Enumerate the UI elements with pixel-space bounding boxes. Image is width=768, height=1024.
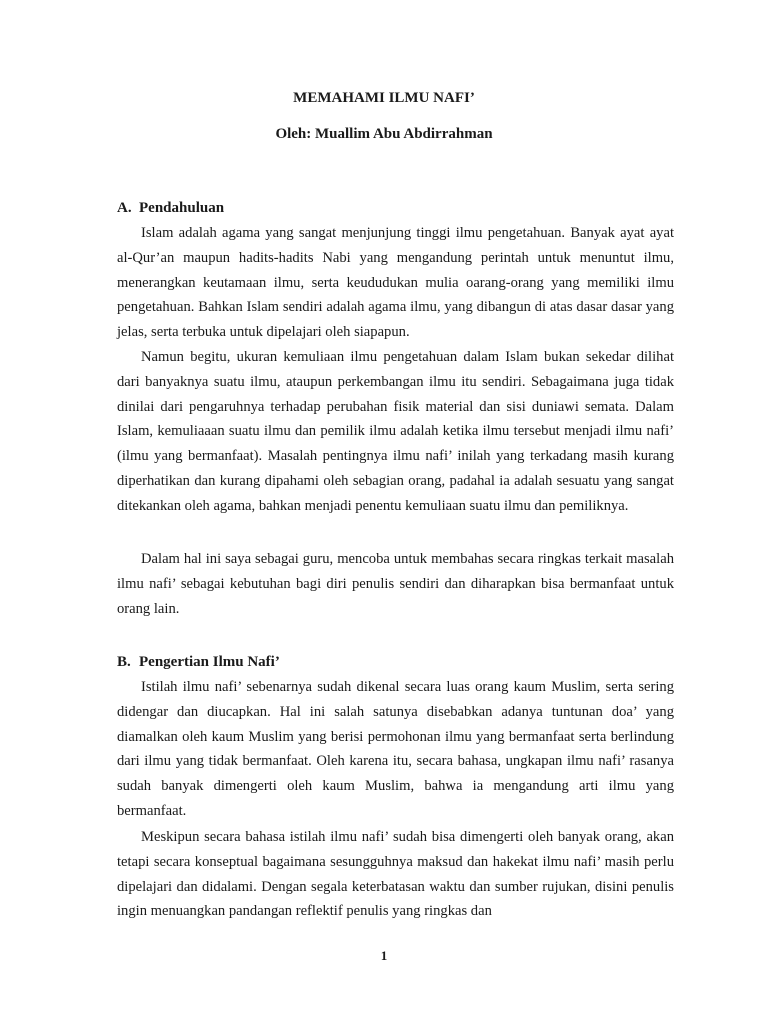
- paragraph: Namun begitu, ukuran kemuliaan ilmu pengetahuan dalam Islam bukan sekedar dilihat dari banyaknya suatu ilmu, ataupun perkembangan ilmu itu sendiri. Sebagaimana juga tidak dinilai dari pengaruhnya terhadap perubahan fisik material dan sisi duniawi semata. Dalam Islam, kemuliaaan suatu ilmu dan pemilik ilmu adalah ketika ilmu tersebut menjadi ilmu nafi’ (ilmu yang bermanfaat). Masalah pentingnya ilmu nafi’ inilah yang terkadang masih kurang diperhatikan dan kurang dipahami oleh sebagian orang, padahal ia adalah sesuatu yang sangat ditekankan oleh agama, bahkan menjadi penentu kemuliaan suatu ilmu dan pemiliknya.: [117, 349, 674, 514]
- page-number: 1: [380, 948, 388, 963]
- section-letter: B.: [117, 654, 131, 670]
- document-title: MEMAHAMI ILMU NAFI’: [293, 90, 475, 106]
- paragraph: Meskipun secara bahasa istilah ilmu nafi’ sudah bisa dimengerti oleh banyak orang, akan tetapi secara konseptual bagaimana sesungguhnya maksud dan hakekat ilmu nafi’ masih perlu dipelajari dan didalami. Dengan segala keterbatasan waktu dan sumber rujukan, disini penulis ingin menuangkan pandangan reflektif penulis yang ringkas dan: [117, 829, 674, 920]
- paragraph: Dalam hal ini saya sebagai guru, mencoba untuk membahas secara ringkas terkait masalah ilmu nafi’ sebagai kebutuhan bagi diri penulis sendiri dan diharapkan bisa bermanfaat untuk orang lain.: [117, 551, 674, 617]
- section-letter: A.: [117, 200, 132, 216]
- paragraph: Istilah ilmu nafi’ sebenarnya sudah dikenal secara luas orang kaum Muslim, serta sering didengar dan diucapkan. Hal ini salah satunya disebabkan adanya tuntunan doa’ yang diamalkan oleh kaum Muslim yang berisi permohonan ilmu yang bermanfaat serta berlindung dari ilmu yang tidak bermanfaat. Oleh karena itu, secara bahasa, ungkapan ilmu nafi’ rasanya sudah banyak dimengerti oleh kaum Muslim, bahwa ia mengandung arti ilmu yang bermanfaat.: [117, 679, 674, 819]
- paragraph: Islam adalah agama yang sangat menjunjung tinggi ilmu pengetahuan. Banyak ayat ayat al-Qur’an maupun hadits-hadits Nabi yang mengandung perintah untuk menuntut ilmu, menerangkan keutamaan ilmu, serta keududukan mulia oarang-orang yang memiliki ilmu pengetahuan. Bahkan Islam sendiri adalah agama ilmu, yang dibangun di atas dasar dasar yang jelas, serta terbuka untuk dipelajari oleh siapapun.: [117, 225, 674, 341]
- section-heading-text: Pengertian Ilmu Nafi’: [139, 654, 280, 670]
- section-heading-pendahuluan: [117, 198, 224, 218]
- document-author: Oleh: Muallim Abu Abdirrahman: [275, 126, 493, 142]
- section-heading-text: Pendahuluan: [139, 200, 225, 216]
- section-heading-pengertian: [117, 652, 280, 672]
